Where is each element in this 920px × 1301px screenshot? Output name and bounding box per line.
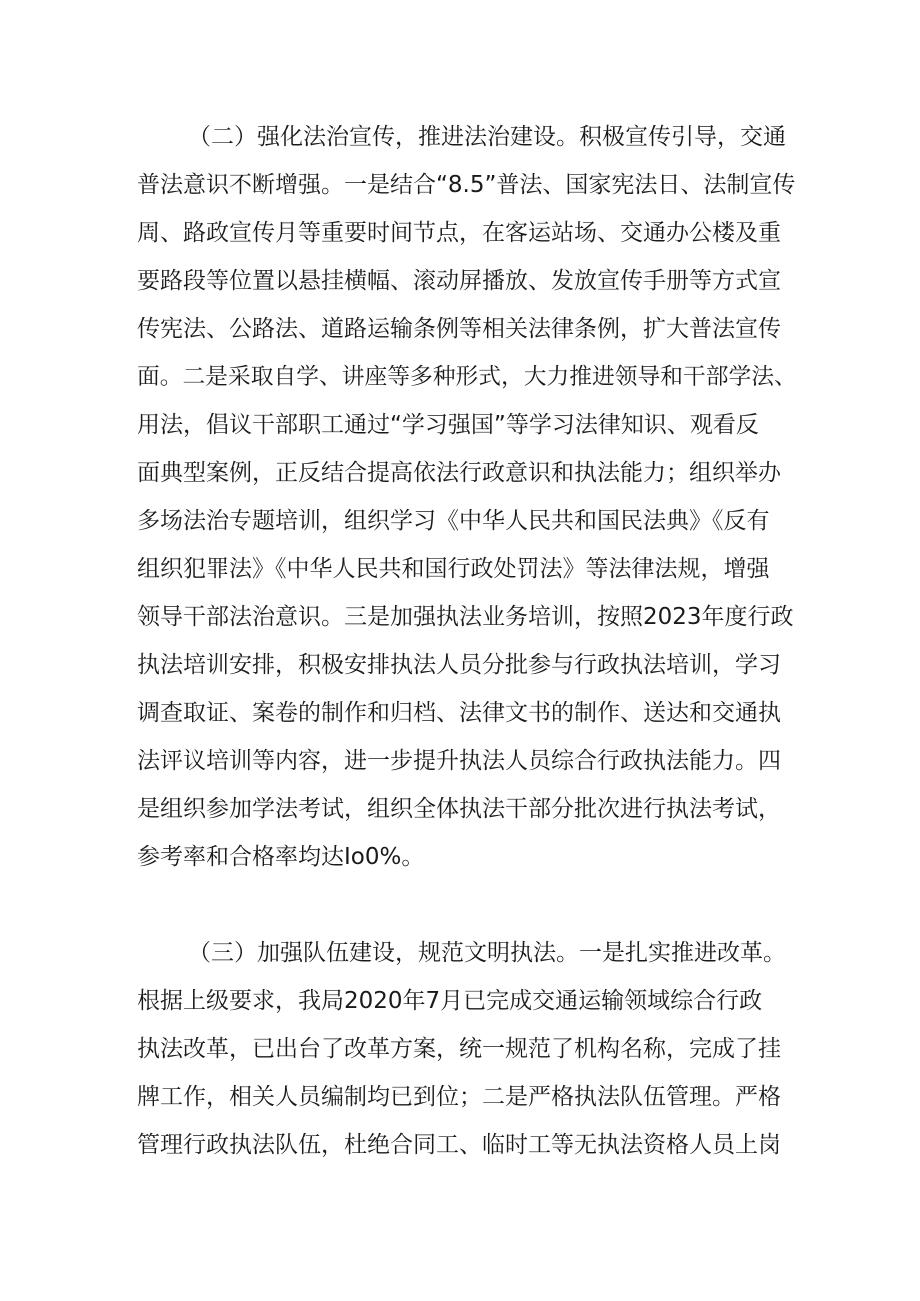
paragraph-line: 周、路政宣传月等重要时间节点，在客运站场、交通办公楼及重 — [137, 220, 781, 246]
paragraph-line: 组织犯罪法》《中华人民共和国行政处罚法》等法律法规，增强 — [137, 556, 770, 582]
paragraph-line: 参考率和合格率均达Io0%。 — [137, 844, 425, 870]
paragraph-line: 管理行政执法队伍，杜绝合同工、临时工等无执法资格人员上岗 — [137, 1132, 781, 1158]
paragraph-line: 多场法治专题培训，组织学习《中华人民共和国民法典》《反有 — [137, 508, 770, 534]
paragraph-line: 执法培训安排，积极安排执法人员分批参与行政执法培训，学习 — [137, 652, 781, 678]
paragraph-line: 牌工作，相关人员编制均已到位；二是严格执法队伍管理。严格 — [137, 1084, 781, 1110]
paragraph-line: 根据上级要求，我局2020年7月已完成交通运输领域综合行政 — [137, 988, 763, 1014]
paragraph-line: 调查取证、案卷的制作和归档、法律文书的制作、送达和交通执 — [137, 700, 781, 726]
paragraph-line: 是组织参加学法考试，组织全体执法干部分批次进行执法考试， — [137, 796, 781, 822]
paragraph-line: 面典型案例，正反结合提高依法行政意识和执法能力；组织举办 — [137, 460, 781, 486]
paragraph-line: 传宪法、公路法、道路运输条例等相关法律条例，扩大普法宣传 — [137, 316, 781, 342]
paragraph-line: 要路段等位置以悬挂横幅、滚动屏播放、发放宣传手册等方式宣 — [137, 268, 781, 294]
paragraph-line: （二）强化法治宣传，推进法治建设。积极宣传引导，交通 — [188, 124, 786, 150]
paragraph-line: 用法，倡议干部职工通过“学习强国”等学习法律知识、观看反 — [137, 412, 759, 438]
paragraph-line: 法评议培训等内容，进一步提升执法人员综合行政执法能力。四 — [137, 748, 781, 774]
paragraph-line: 领导干部法治意识。三是加强执法业务培训，按照2023年度行政 — [137, 604, 794, 630]
paragraph-line: （三）加强队伍建设，规范文明执法。一是扎实推进改革。 — [188, 940, 786, 966]
paragraph-line: 执法改革，已出台了改革方案，统一规范了机构名称，完成了挂 — [137, 1036, 781, 1062]
paragraph-line: 面。二是采取自学、讲座等多种形式，大力推进领导和干部学法、 — [137, 364, 797, 390]
paragraph-line: 普法意识不断增强。一是结合“8.5”普法、国家宪法日、法制宣传 — [137, 172, 796, 198]
